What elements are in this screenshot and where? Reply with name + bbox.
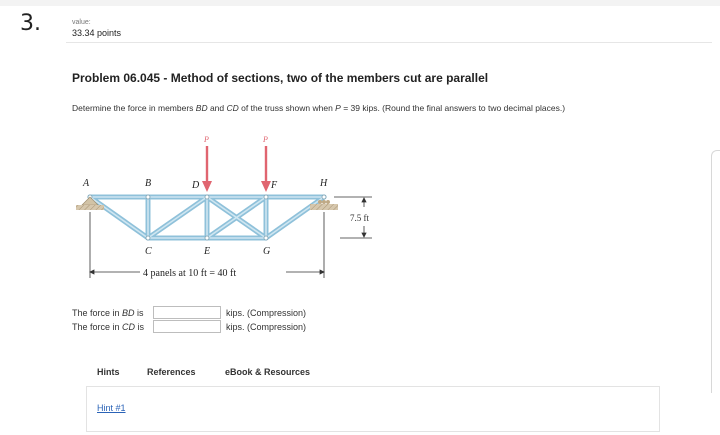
- truss-members-inner: [90, 197, 324, 238]
- height-label: 7.5 ft: [350, 213, 369, 223]
- hint-1-link[interactable]: Hint #1: [97, 403, 126, 413]
- node-label-d: D: [192, 180, 200, 191]
- joint-c: [146, 236, 150, 240]
- joint-d: [205, 195, 209, 199]
- load-arrow-1: [202, 146, 212, 192]
- answer-bd-label: The force in BD is: [72, 308, 144, 318]
- problem-description: Determine the force in members BD and CD of the truss shown when P = 39 kips. (Round the final answers to two decimal places.): [72, 103, 566, 113]
- tab-ebook-resources[interactable]: eBook & Resources: [225, 367, 311, 377]
- load-label-1: P: [204, 135, 209, 144]
- load-arrow-2: [261, 146, 271, 192]
- load-label-2: P: [263, 135, 268, 144]
- node-label-c: C: [145, 246, 152, 257]
- answer-bd-unit: kips. (Compression): [226, 308, 307, 318]
- value-label: value:: [72, 19, 91, 26]
- answer-cd-label: The force in CD is: [72, 322, 145, 332]
- hint-panel: [86, 386, 660, 432]
- node-label-f: F: [271, 180, 278, 191]
- joint-f: [264, 195, 268, 199]
- joint-e: [205, 236, 209, 240]
- problem-title: Problem 06.045 - Method of sections, two of the members cut are parallel: [72, 71, 489, 85]
- tab-hints[interactable]: Hints: [97, 367, 120, 377]
- answer-cd-input[interactable]: [153, 320, 221, 333]
- answer-bd-input[interactable]: [153, 306, 221, 319]
- question-value: 33.34 points: [72, 28, 122, 38]
- tab-references[interactable]: References: [147, 367, 196, 377]
- node-label-e: E: [204, 246, 211, 257]
- question-number: 3.: [20, 11, 41, 36]
- span-label: 4 panels at 10 ft = 40 ft: [143, 268, 237, 279]
- node-label-h: H: [320, 178, 328, 189]
- joint-g: [264, 236, 268, 240]
- joint-b: [146, 195, 150, 199]
- answer-cd-unit: kips. (Compression): [226, 322, 307, 332]
- node-label-a: A: [83, 178, 90, 189]
- node-label-b: B: [145, 178, 152, 189]
- joint-h: [322, 195, 326, 199]
- node-label-g: G: [263, 246, 271, 257]
